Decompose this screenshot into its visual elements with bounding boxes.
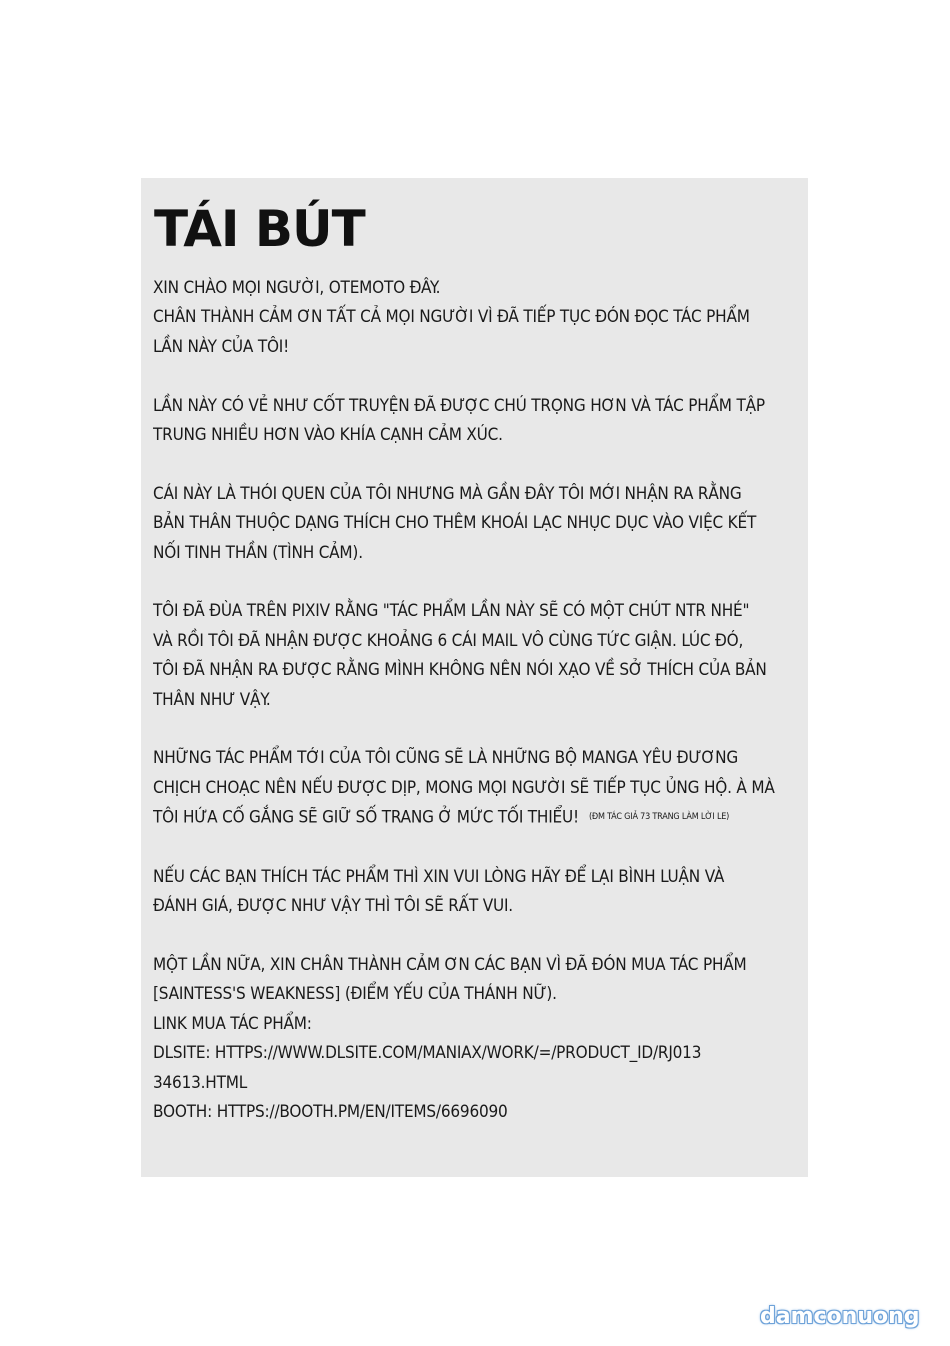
- afterword-title: TÁI BÚT: [154, 200, 365, 258]
- text-line: TRUNG NHIỀU HƠN VÀO KHÍA CẠNH CẢM XÚC.: [153, 425, 503, 446]
- paragraph-story: [153, 392, 798, 451]
- text-line: [SAINTESS'S WEAKNESS] (ĐIỂM YẾU CỦA THÁNH NỮ).: [153, 984, 557, 1005]
- paragraph-habit: [153, 480, 798, 568]
- text-line: TÔI ĐÃ NHẬN RA ĐƯỢC RẰNG MÌNH KHÔNG NÊN NÓI XẠO VỀ SỞ THÍCH CỦA BẢN: [153, 660, 767, 681]
- text-line: LẦN NÀY CÓ VẺ NHƯ CỐT TRUYỆN ĐÃ ĐƯỢC CHÚ TRỌNG HƠN VÀ TÁC PHẨM TẬP: [153, 395, 765, 416]
- text-line: NẾU CÁC BẠN THÍCH TÁC PHẨM THÌ XIN VUI LÒNG HÃY ĐỂ LẠI BÌNH LUẬN VÀ: [153, 866, 725, 887]
- text-line: ĐÁNH GIÁ, ĐƯỢC NHƯ VẬY THÌ TÔI SẼ RẤT VUI.: [153, 896, 513, 917]
- text-line: CHÂN THÀNH CẢM ƠN TẤT CẢ MỌI NGƯỜI VÌ ĐÃ TIẾP TỤC ĐÓN ĐỌC TÁC PHẨM: [153, 307, 750, 328]
- afterword-panel: [141, 178, 808, 1177]
- paragraph-feedback: [153, 863, 798, 922]
- text-line: BẢN THÂN THUỘC DẠNG THÍCH CHO THÊM KHOÁI LẠC NHỤC DỤC VÀO VIỆC KẾT: [153, 513, 757, 534]
- booth-link[interactable]: BOOTH: HTTPS://BOOTH.PM/EN/ITEMS/6696090: [153, 1101, 508, 1122]
- paragraph-pixiv: [153, 597, 798, 715]
- text-line: VÀ RỒI TÔI ĐÃ NHẬN ĐƯỢC KHOẢNG 6 CÁI MAIL VÔ CÙNG TỨC GIẬN. LÚC ĐÓ,: [153, 630, 744, 651]
- text-line: MỘT LẦN NỮA, XIN CHÂN THÀNH CẢM ƠN CÁC BẠN VÌ ĐÃ ĐÓN MUA TÁC PHẨM: [153, 954, 747, 975]
- text-line: TÔI ĐÃ ĐÙA TRÊN PIXIV RẰNG "TÁC PHẨM LẦN NÀY SẼ CÓ MỘT CHÚT NTR NHÉ": [153, 601, 750, 622]
- text-line: LINK MUA TÁC PHẨM:: [153, 1013, 312, 1034]
- text-line-content: TÔI HỨA CỐ GẮNG SẼ GIỮ SỐ TRANG Ở MỨC TỐI THIỂU!: [153, 807, 579, 828]
- dlsite-link[interactable]: DLSITE: HTTPS://WWW.DLSITE.COM/MANIAX/WORK/=/PRODUCT_ID/RJ013: [153, 1043, 702, 1064]
- afterword-body: [153, 274, 798, 1127]
- text-line: CÁI NÀY LÀ THÓI QUEN CỦA TÔI NHƯNG MÀ GẦN ĐÂY TÔI MỚI NHẬN RA RẰNG: [153, 483, 742, 504]
- dlsite-link-continued[interactable]: 34613.HTML: [153, 1072, 248, 1093]
- text-line: LẦN NÀY CỦA TÔI!: [153, 336, 290, 357]
- text-line: NỐI TINH THẦN (TÌNH CẢM).: [153, 542, 363, 563]
- text-line: CHỊCH CHOẠC NÊN NẾU ĐƯỢC DỊP, MONG MỌI NGƯỜI SẼ TIẾP TỤC ỦNG HỘ. À MÀ: [153, 777, 775, 798]
- paragraph-links: [153, 951, 798, 1127]
- site-watermark: damconuong: [760, 1304, 920, 1329]
- paragraph-greeting: [153, 274, 798, 362]
- text-line: [153, 803, 798, 833]
- paragraph-future-works: [153, 744, 798, 833]
- text-line: XIN CHÀO MỌI NGƯỜI, OTEMOTO ĐÂY.: [153, 278, 441, 298]
- translator-note: (ĐM TÁC GIẢ 73 TRANG LÀM LỜI LE): [588, 812, 730, 823]
- text-line: NHỮNG TÁC PHẨM TỚI CỦA TÔI CŨNG SẼ LÀ NHỮNG BỘ MANGA YÊU ĐƯƠNG: [153, 748, 739, 769]
- text-line: THÂN NHƯ VẬY.: [153, 689, 271, 710]
